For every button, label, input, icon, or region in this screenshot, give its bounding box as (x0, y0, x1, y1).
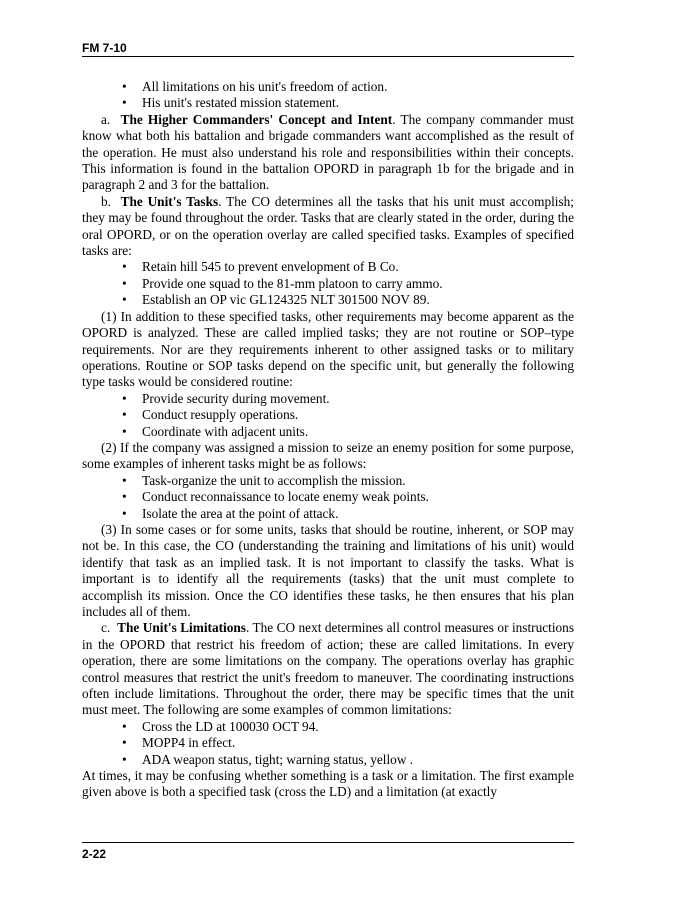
paragraph-label: c. (101, 620, 111, 636)
paragraph-heading: The Unit's Tasks (120, 193, 219, 209)
list-item: • Isolate the area at the point of attack. (82, 506, 574, 522)
paragraph-label: a. (101, 111, 111, 127)
list-item: • All limitations on his unit's freedom of action. (82, 79, 574, 95)
paragraph-b (82, 194, 574, 260)
list-item: • Conduct resupply operations. (82, 407, 574, 423)
page-number: 2-22 (82, 847, 107, 861)
paragraph-label: b. (101, 193, 111, 209)
subparagraph-3: (3) In some cases or for some units, tasks that should be routine, inherent, or SOP may not be. In this case, the CO (understanding the training and limitations of his unit) would identify that task as an implied task. It is not important to classify the tasks. What is important is to identify all the requirements (tasks) that the unit must complete to accomplish its mission. Once the CO identifies these tasks, he then ensures that his plan includes all of them. (82, 521, 574, 619)
paragraph-text: . The CO next determines all control measures or instructions in the OPORD that restrict his freedom of action; these are called limitations. In every operation, there are some limitations on the company. The operations overlay has graphic control measures that restrict the unit's freedom to maneuver. The coordinating instructions often include limitations. Throughout the order, there may be specific times that the unit must meet. The following are some examples of common limitations: (82, 620, 574, 718)
inherent-tasks-list (82, 473, 574, 522)
list-item: • His unit's restated mission statement. (82, 95, 574, 111)
page-body (82, 79, 574, 801)
list-item: • Provide one squad to the 81-mm platoon to carry ammo. (82, 276, 574, 292)
list-item: • Conduct reconnaissance to locate enemy weak points. (82, 489, 574, 505)
intro-bullet-list (82, 79, 574, 112)
paragraph-text: . The company commander must know what both his battalion and brigade commanders want accomplished as the result of the operation. He must also understand his role and responsibilities within their concepts. This information is found in the battalion OPORD in paragraph 1b for the brigade and in paragraph 2 and 3 for the battalion. (82, 111, 574, 193)
closing-paragraph: At times, it may be confusing whether something is a task or a limitation. The first example given above is both a specified task (cross the LD) and a limitation (at exactly (82, 768, 574, 800)
limitations-list (82, 719, 574, 768)
subparagraph-1: (1) In addition to these specified tasks, other requirements may become apparent as the OPORD is analyzed. These are called implied tasks; they are not routine or SOP–type requirements. Nor are they requirements inherent to other assigned tasks or to military operations. Routine or SOP tasks depend on the specific unit, but generally the following type tasks would be considered routine: (82, 308, 574, 390)
list-item: • Cross the LD at 100030 OCT 94. (82, 719, 574, 735)
footer-rule (82, 842, 574, 843)
list-item: • Task-organize the unit to accomplish the mission. (82, 473, 574, 489)
specified-tasks-list (82, 259, 574, 308)
paragraph-heading: The Unit's Limitations (117, 620, 246, 636)
list-item: • Retain hill 545 to prevent envelopment of B Co. (82, 259, 574, 275)
paragraph-text: . The CO determines all the tasks that his unit must accomplish; they may be found throughout the order. Tasks that are clearly stated in the order, during the oral OPORD, or on the operation overlay are called specified tasks. Examples of specified tasks are: (82, 193, 575, 259)
list-item: • Provide security during movement. (82, 391, 574, 407)
list-item: • ADA weapon status, tight; warning status, yellow . (82, 752, 574, 768)
paragraph-a (82, 112, 574, 194)
paragraph-heading: The Higher Commanders' Concept and Intent (120, 111, 393, 127)
list-item: • Coordinate with adjacent units. (82, 424, 574, 440)
running-header: FM 7-10 (82, 41, 127, 55)
subparagraph-2: (2) If the company was assigned a mission to seize an enemy position for some purpose, some examples of inherent tasks might be as follows: (82, 439, 574, 472)
list-item: • Establish an OP vic GL124325 NLT 301500 NOV 89. (82, 292, 574, 308)
list-item: • MOPP4 in effect. (82, 735, 574, 751)
routine-tasks-list (82, 391, 574, 440)
header-rule (82, 56, 574, 57)
paragraph-c (82, 620, 574, 718)
